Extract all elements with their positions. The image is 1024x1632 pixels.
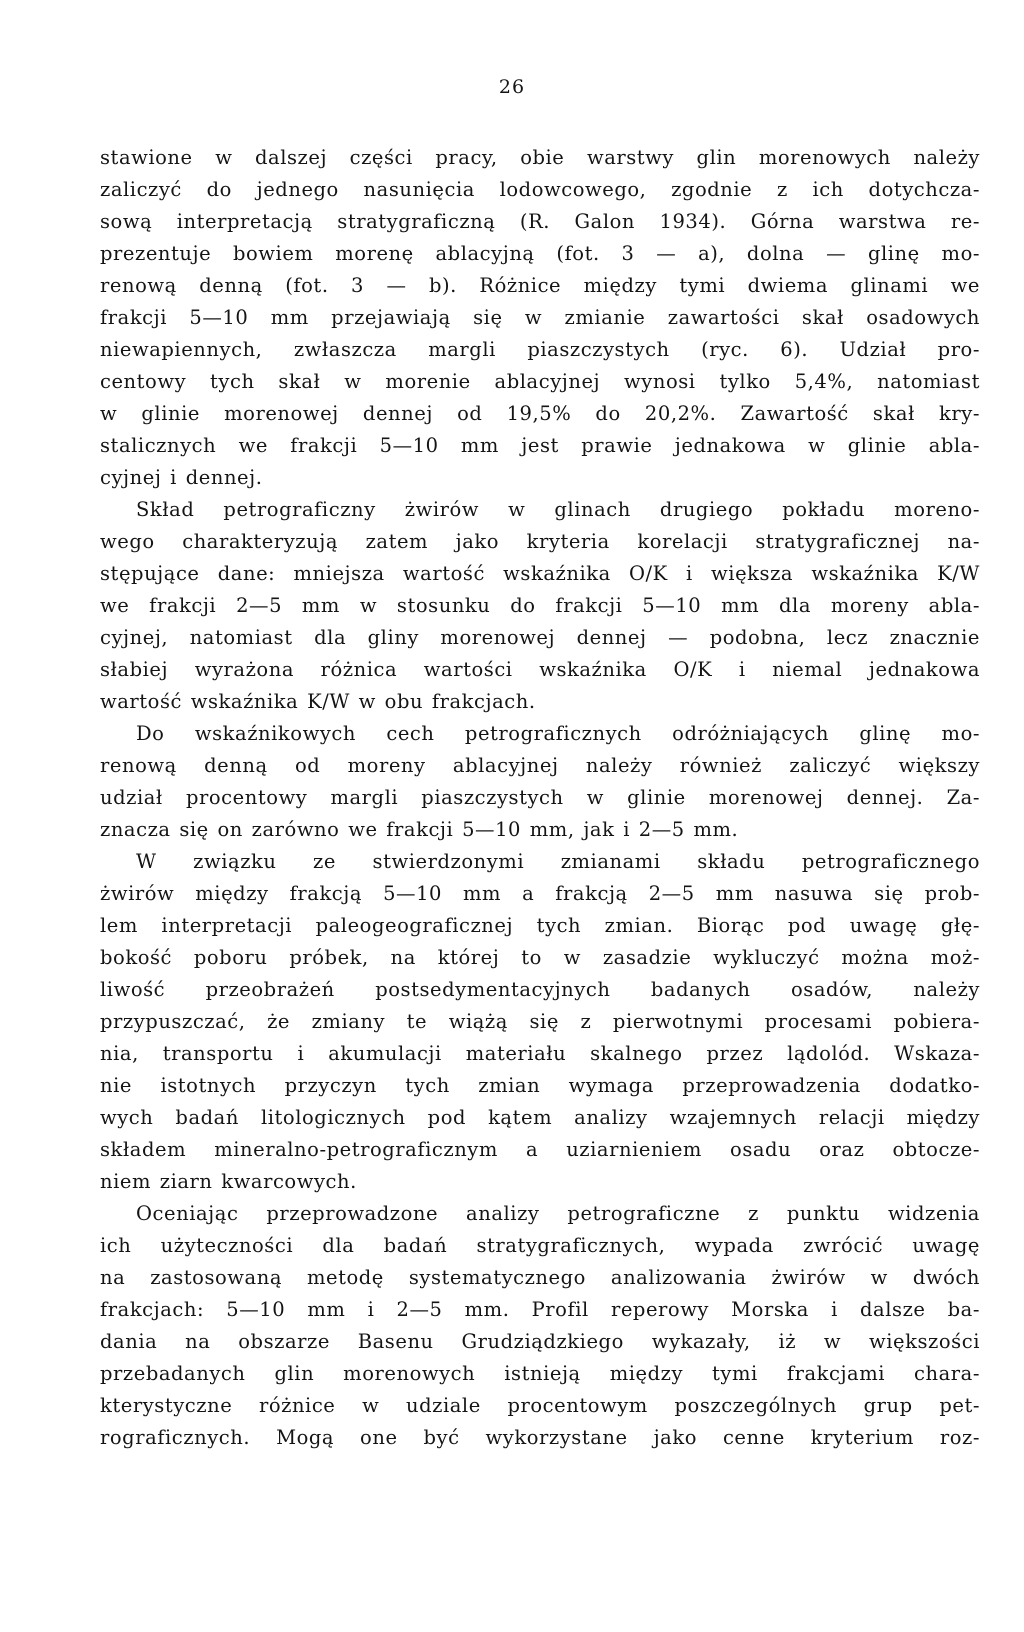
paragraph <box>100 846 980 1198</box>
text-line: wartość wskaźnika K/W w obu frakcjach. <box>100 690 536 713</box>
text-line: zaliczyć do jednego nasunięcia lodowcowego, zgodnie z ich dotychcza- <box>100 178 980 201</box>
text-line: składem mineralno-petrograficznym a uziarnieniem osadu oraz obtocze- <box>100 1138 980 1161</box>
text-line: niewapiennych, zwłaszcza margli piaszczystych (ryc. 6). Udział pro- <box>100 338 980 361</box>
text-line: wych badań litologicznych pod kątem analizy wzajemnych relacji między <box>100 1106 980 1129</box>
paragraph <box>100 718 980 846</box>
paragraph <box>100 142 980 494</box>
text-line: Oceniając przeprowadzone analizy petrograficzne z punktu widzenia <box>136 1202 980 1225</box>
text-line: centowy tych skał w morenie ablacyjnej wynosi tylko 5,4%, natomiast <box>100 370 980 393</box>
text-line: słabiej wyrażona różnica wartości wskaźnika O/K i niemal jednakowa <box>100 658 980 681</box>
text-line: stawione w dalszej części pracy, obie warstwy glin morenowych należy <box>100 146 980 169</box>
text-line: lem interpretacji paleogeograficznej tych zmian. Biorąc pod uwagę głę- <box>100 914 980 937</box>
text-line: frakcjach: 5—10 mm i 2—5 mm. Profil reperowy Morska i dalsze ba- <box>100 1298 980 1321</box>
text-line: Do wskaźnikowych cech petrograficznych odróżniających glinę mo- <box>136 722 980 745</box>
text-line: renową denną od moreny ablacyjnej należy również zaliczyć większy <box>100 754 980 777</box>
page-number: 26 <box>498 76 526 98</box>
text-line: kterystyczne różnice w udziale procentowym poszczególnych grup pet- <box>100 1394 980 1417</box>
text-line: rograficznych. Mogą one być wykorzystane jako cenne kryterium roz- <box>100 1426 980 1449</box>
text-line: żwirów między frakcją 5—10 mm a frakcją 2—5 mm nasuwa się prob- <box>100 882 980 905</box>
text-line: bokość poboru próbek, na której to w zasadzie wykluczyć można moż- <box>100 946 980 969</box>
text-line: przebadanych glin morenowych istnieją między tymi frakcjami chara- <box>100 1362 980 1385</box>
text-line: udział procentowy margli piaszczystych w glinie morenowej dennej. Za- <box>100 786 980 809</box>
text-line: frakcji 5—10 mm przejawiają się w zmianie zawartości skał osadowych <box>100 306 980 329</box>
text-line: na zastosowaną metodę systematycznego analizowania żwirów w dwóch <box>100 1266 980 1289</box>
text-line: stępujące dane: mniejsza wartość wskaźnika O/K i większa wskaźnika K/W <box>100 562 980 585</box>
text-line: znacza się on zarówno we frakcji 5—10 mm, jak i 2—5 mm. <box>100 818 739 841</box>
text-line: liwość przeobrażeń postsedymentacyjnych badanych osadów, należy <box>100 978 980 1001</box>
text-line: przypuszczać, że zmiany te wiążą się z pierwotnymi procesami pobiera- <box>100 1010 980 1033</box>
text-line: renową denną (fot. 3 — b). Różnice między tymi dwiema glinami we <box>100 274 980 297</box>
text-line: wego charakteryzują zatem jako kryteria korelacji stratygraficznej na- <box>100 530 980 553</box>
body-text <box>100 142 980 1454</box>
text-line: ich użyteczności dla badań stratygraficznych, wypada zwrócić uwagę <box>100 1234 980 1257</box>
text-line: Skład petrograficzny żwirów w glinach drugiego pokładu moreno- <box>136 498 980 521</box>
text-line: nie istotnych przyczyn tych zmian wymaga przeprowadzenia dodatko- <box>100 1074 980 1097</box>
text-line: sową interpretacją stratygraficzną (R. Galon 1934). Górna warstwa re- <box>100 210 980 233</box>
paragraph <box>100 494 980 718</box>
text-line: W związku ze stwierdzonymi zmianami składu petrograficznego <box>136 850 980 873</box>
text-line: we frakcji 2—5 mm w stosunku do frakcji 5—10 mm dla moreny abla- <box>100 594 980 617</box>
text-line: dania na obszarze Basenu Grudziądzkiego wykazały, iż w większości <box>100 1330 980 1353</box>
text-line: prezentuje bowiem morenę ablacyjną (fot. 3 — a), dolna — glinę mo- <box>100 242 980 265</box>
text-line: stalicznych we frakcji 5—10 mm jest prawie jednakowa w glinie abla- <box>100 434 980 457</box>
paragraph <box>100 1198 980 1454</box>
text-line: w glinie morenowej dennej od 19,5% do 20,2%. Zawartość skał kry- <box>100 402 980 425</box>
text-line: nia, transportu i akumulacji materiału skalnego przez lądolód. Wskaza- <box>100 1042 980 1065</box>
text-line: niem ziarn kwarcowych. <box>100 1170 357 1193</box>
text-line: cyjnej i dennej. <box>100 466 263 489</box>
text-line: cyjnej, natomiast dla gliny morenowej dennej — podobna, lecz znacznie <box>100 626 980 649</box>
